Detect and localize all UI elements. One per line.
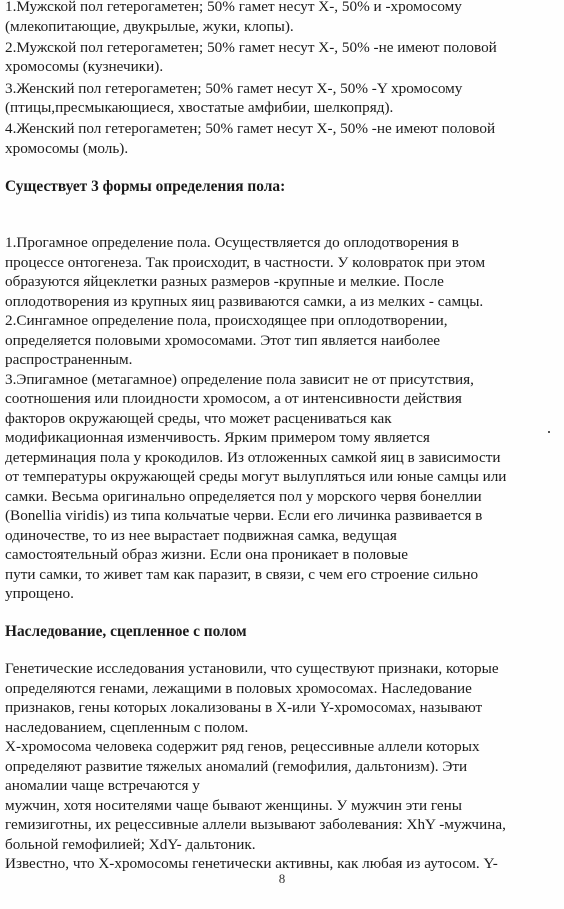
paragraph-line: одиночестве, то из нее вырастает подвижная самка, ведущая <box>5 527 397 544</box>
list-line: хромосомы (кузнечики). <box>5 58 164 75</box>
paragraph-line: определяется половыми хромосомами. Этот тип является наиболее <box>5 332 441 349</box>
page-number: 8 <box>278 871 286 886</box>
paragraph-line: больной гемофилией; XdY- дальтоник. <box>5 836 256 853</box>
paragraph-line: признаков, гены которых локализованы в Х-или Y-хромосомах, называют <box>5 699 483 716</box>
list-line: хромосомы (моль). <box>5 140 129 157</box>
paragraph-line: самостоятельный образ жизни. Если она проникает в половые <box>5 546 408 563</box>
paragraph-line: пути самки, то живет там как паразит, в связи, с чем его строение сильно <box>5 566 479 583</box>
section-heading-sex-determination-forms: Существует 3 формы определения пола: <box>5 178 286 195</box>
paragraph-line: определяют развитие тяжелых аномалий (гемофилия, дальтонизм). Эти <box>5 758 468 775</box>
paragraph-line: Х-хромосома человека содержит ряд генов, рецессивные аллели которых <box>5 738 480 755</box>
paragraph-line: аномалии чаще встречаются у <box>5 777 200 794</box>
paragraph-line: факторов окружающей среды, что может расцениваться как <box>5 410 392 427</box>
paragraph-line: самки. Весьма оригинально определяется пол у морского червя бонеллии <box>5 488 482 505</box>
paragraph-line: детерминация пола у крокодилов. Из отложенных самкой яиц в зависимости <box>5 449 501 466</box>
paragraph-line: процессе онтогенеза. Так происходит, в частности. У коловраток при этом <box>5 254 486 271</box>
scan-speck <box>548 431 550 433</box>
paragraph-line: (Bonellia viridis) из типа кольчатые черви. Если его личинка развивается в <box>5 507 483 524</box>
list-line: (млекопитающие, двукрылые, жуки, клопы). <box>5 18 294 35</box>
paragraph-line: гемизиготны, их рецессивные аллели вызывают заболевания: XhY -мужчина, <box>5 816 506 833</box>
paragraph-line: Известно, что Х-хромосомы генетически активны, как любая из аутосом. Y- <box>5 855 498 872</box>
paragraph-line: оплодотворения из крупных яиц развиваются самки, а из мелких - самцы. <box>5 293 484 310</box>
list-line: (птицы,пресмыкающиеся, хвостатые амфибии, шелкопряд). <box>5 99 394 116</box>
paragraph-line: определяются генами, лежащими в половых хромосомах. Наследование <box>5 680 472 697</box>
paragraph-line: 3.Эпигамное (метагамное) определение пола зависит не от присутствия, <box>5 371 474 388</box>
list-line: 2.Мужской пол гетерогаметен; 50% гамет несут Х-, 50% -не имеют половой <box>5 39 497 56</box>
paragraph-line: соотношения или плоидности хромосом, а от интенсивности действия <box>5 390 462 407</box>
section-heading-sex-linked-inheritance: Наследование, сцепленное с полом <box>5 623 247 640</box>
paragraph-line: образуются яйцеклетки разных размеров -крупные и мелкие. После <box>5 273 444 290</box>
paragraph-line: упрощено. <box>5 585 74 602</box>
paragraph-line: 2.Сингамное определение пола, происходящее при оплодотворении, <box>5 312 448 329</box>
paragraph-line: Генетические исследования установили, что существуют признаки, которые <box>5 660 499 677</box>
list-line: 3.Женский пол гетерогаметен; 50% гамет несут Х-, 50% -Y хромосому <box>5 80 463 97</box>
list-line: 1.Мужской пол гетерогаметен; 50% гамет несут Х-, 50% и -хромосому <box>5 0 462 15</box>
paragraph-line: 1.Прогамное определение пола. Осуществляется до оплодотворения в <box>5 234 459 251</box>
paragraph-line: распространенным. <box>5 351 133 368</box>
paragraph-line: наследованием, сцепленным с полом. <box>5 719 249 736</box>
paragraph-line: от температуры окружающей среды могут вылупляться или юные самцы или <box>5 468 507 485</box>
paragraph-line: мужчин, хотя носителями чаще бывают женщины. У мужчин эти гены <box>5 797 462 814</box>
paragraph-line: модификационная изменчивость. Ярким примером тому является <box>5 429 430 446</box>
list-line: 4.Женский пол гетерогаметен; 50% гамет несут Х-, 50% -не имеют половой <box>5 120 496 137</box>
